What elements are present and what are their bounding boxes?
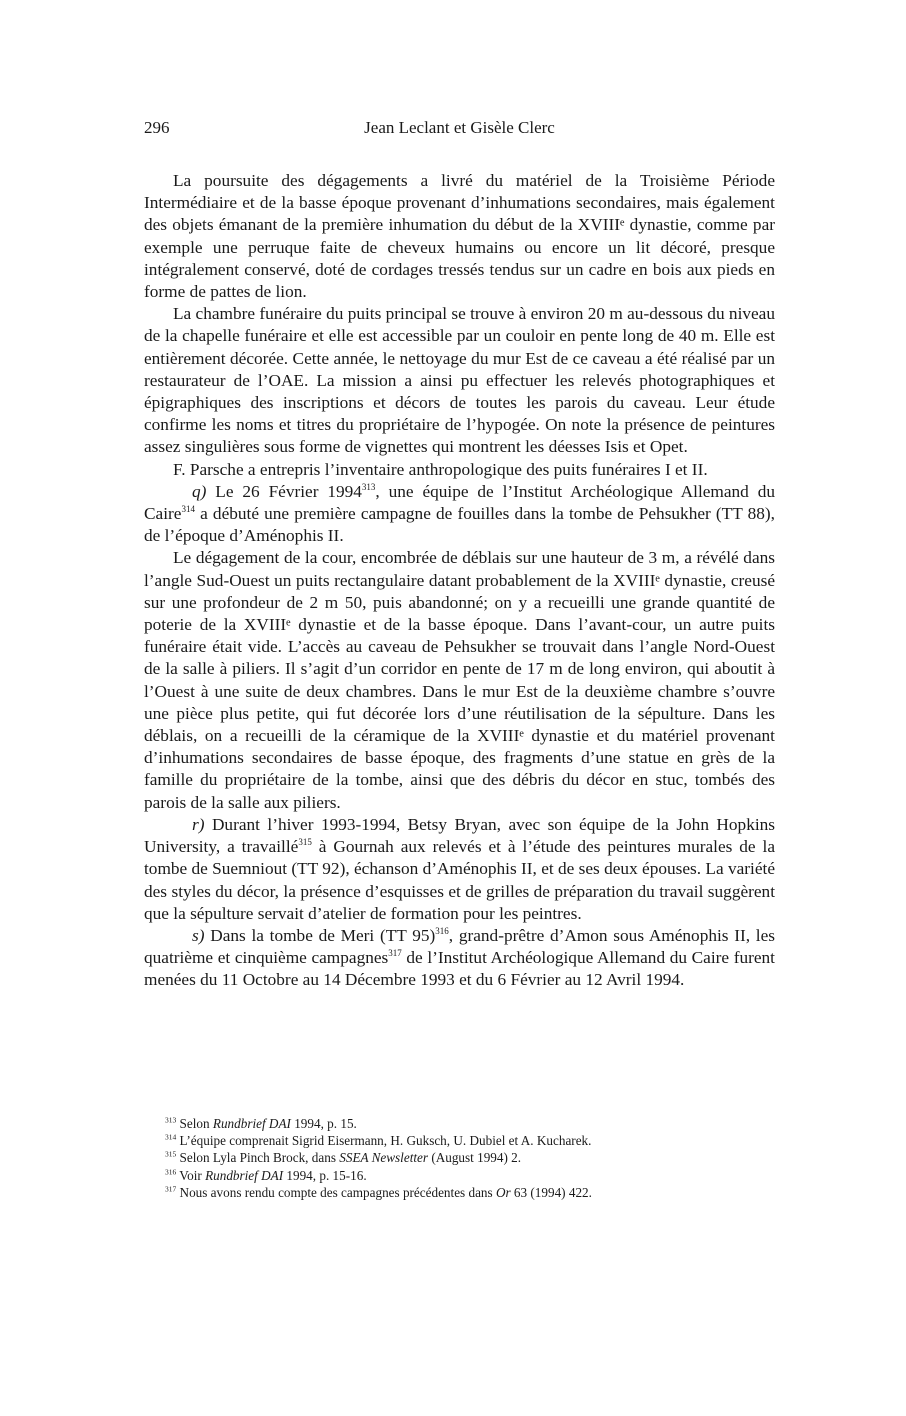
footnote-text: Nous avons rendu compte des campagnes précédentes dans <box>176 1184 496 1200</box>
paragraph-q <box>144 481 775 548</box>
footnote-text: (August 1994) 2. <box>428 1150 522 1166</box>
footnote-title: SSEA Newsletter <box>339 1150 429 1166</box>
footnote-ref: 317 <box>388 948 402 959</box>
paragraph-r <box>144 814 775 925</box>
footnote <box>144 1167 775 1184</box>
paragraph-text: , grand-prêtre d’Amon sous Aménophis II, les quatrième et cinquième campagnes <box>144 925 775 968</box>
paragraph: F. Parsche a entrepris l’inventaire anthropologique des puits funéraires I et II. <box>173 459 708 479</box>
item-label: r) <box>192 814 205 834</box>
paragraph-text: Le 26 Février 1994 <box>206 481 362 501</box>
paragraph: La chambre funéraire du puits principal se trouve à environ 20 m au-dessous du niveau de la chapelle funéraire et elle est accessible par un couloir en pente long de 40 m. Elle est entièrement décorée. Cette année, le nettoyage du mur Est de ce caveau a été réalisé par un restaurateur de l’OAE. La mission a ainsi pu effectuer les relevés photographiques et épigraphiques des inscriptions et décors de toutes les parois du caveau. Leur étude confirme les noms et titres du propriétaire de l’hypogée. On note la présence de peintures assez singulières sous forme de vignettes qui montrent les déesses Isis et Opet. <box>144 304 775 457</box>
footnote-number: 314 <box>165 1132 177 1142</box>
footnotes <box>144 1115 775 1201</box>
paragraph-text: Dans la tombe de Meri (TT 95) <box>204 925 436 945</box>
paragraph-text: Durant l’hiver 1993-1994, Betsy Bryan, avec son équipe de la John Hopkins University, a travaillé <box>144 814 775 857</box>
item-label: s) <box>192 925 205 945</box>
footnote-ref: 314 <box>181 504 195 515</box>
paragraph: La poursuite des dégagements a livré du matériel de la Troisième Période Intermédiaire et de la basse époque provenant d’inhumations secondaires, mais également des objets émanant de la première inhumation du début de la XVIIIᵉ dynastie, comme par exemple une perruque faite de cheveux humains ou encore un lit décoré, presque intégralement conservé, doté de cordages tressés tendus sur un cadre en bois aux pieds en forme de pattes de lion. <box>144 171 775 302</box>
footnote-text: 1994, p. 15. <box>290 1116 357 1131</box>
page-number: 296 <box>144 118 170 137</box>
body-text <box>144 170 775 992</box>
footnote-text: L’équipe comprenait Sigrid Eisermann, H. Guksch, U. Dubiel et A. Kucharek. <box>176 1133 592 1149</box>
footnote-ref: 315 <box>298 837 312 848</box>
footnote-title: Or <box>495 1184 511 1200</box>
item-label: q) <box>192 481 207 501</box>
paragraph-text: à Gournah aux relevés et à l’étude des peintures murales de la tombe de Suemniout (TT 92), échanson d’Aménophis II, et de ses deux épouses. La variété des styles du décor, la présence d’esquisses et de grilles de préparation du travail suggèrent que la sépulture servait d’atelier de formation pour les peintres. <box>144 837 776 923</box>
footnote-number: 313 <box>165 1115 177 1125</box>
footnote-text: 63 (1994) 422. <box>510 1184 592 1200</box>
paragraph-s <box>144 925 775 992</box>
footnote <box>144 1149 775 1166</box>
footnote-number: 315 <box>165 1150 177 1160</box>
footnote <box>144 1115 775 1132</box>
footnote-number: 317 <box>165 1184 177 1194</box>
paragraph-text: a débuté une première campagne de fouilles dans la tombe de Pehsukher (TT 88), de l’époque d’Aménophis II. <box>144 504 775 546</box>
paragraph: Le dégagement de la cour, encombrée de déblais sur une hauteur de 3 m, a révélé dans l’angle Sud-Ouest un puits rectangulaire datant probablement de la XVIIIᵉ dynastie, creusé sur une profondeur de 2 m 50, puis abandonné; on y a recueilli une grande quantité de poterie de la XVIIIᵉ dynastie et de la basse époque. Dans l’avant-cour, un autre puits funéraire était vide. L’accès au caveau de Pehsukher se trouvait dans l’angle Nord-Ouest de la salle à piliers. Il s’agit d’un corridor en pente de 17 m de long environ, qui aboutit à l’Ouest à une suite de deux chambres. Dans le mur Est de la deuxième chambre s’ouvre une pièce plus petite, qui fut décorée lors d’une réutilisation de la sépulture. Dans les déblais, on a recueilli de la céramique de la XVIIIᵉ dynastie et du matériel provenant d’inhumations secondaires de basse époque, des fragments d’une statue en grès de la famille du propriétaire de la tombe, ainsi que des débris du décor en stuc, tombés des parois de la salle aux piliers. <box>144 548 775 812</box>
footnote-text: Voir <box>176 1167 206 1183</box>
footnote-text: Selon <box>176 1116 213 1131</box>
footnote-number: 316 <box>165 1167 177 1177</box>
paragraph-text: , une équipe de l’Institut Archéologique Allemand du Caire <box>144 481 775 524</box>
footnote-text: Selon Lyla Pinch Brock, dans <box>176 1150 340 1166</box>
footnote-ref: 313 <box>361 482 376 493</box>
footnote-title: Rundbrief DAI <box>205 1167 284 1183</box>
footnote-title: Rundbrief DAI <box>212 1116 291 1131</box>
paragraph-text: de l’Institut Archéologique Allemand du Caire furent menées du 11 Octobre au 14 Décembre 1993 et du 6 Février au 12 Avril 1994. <box>144 948 775 990</box>
footnote <box>144 1184 775 1201</box>
footnote-text: 1994, p. 15-16. <box>283 1167 367 1183</box>
footnote <box>144 1132 775 1149</box>
footnote-ref: 316 <box>435 926 449 937</box>
running-title: Jean Leclant et Gisèle Clerc <box>364 118 555 137</box>
